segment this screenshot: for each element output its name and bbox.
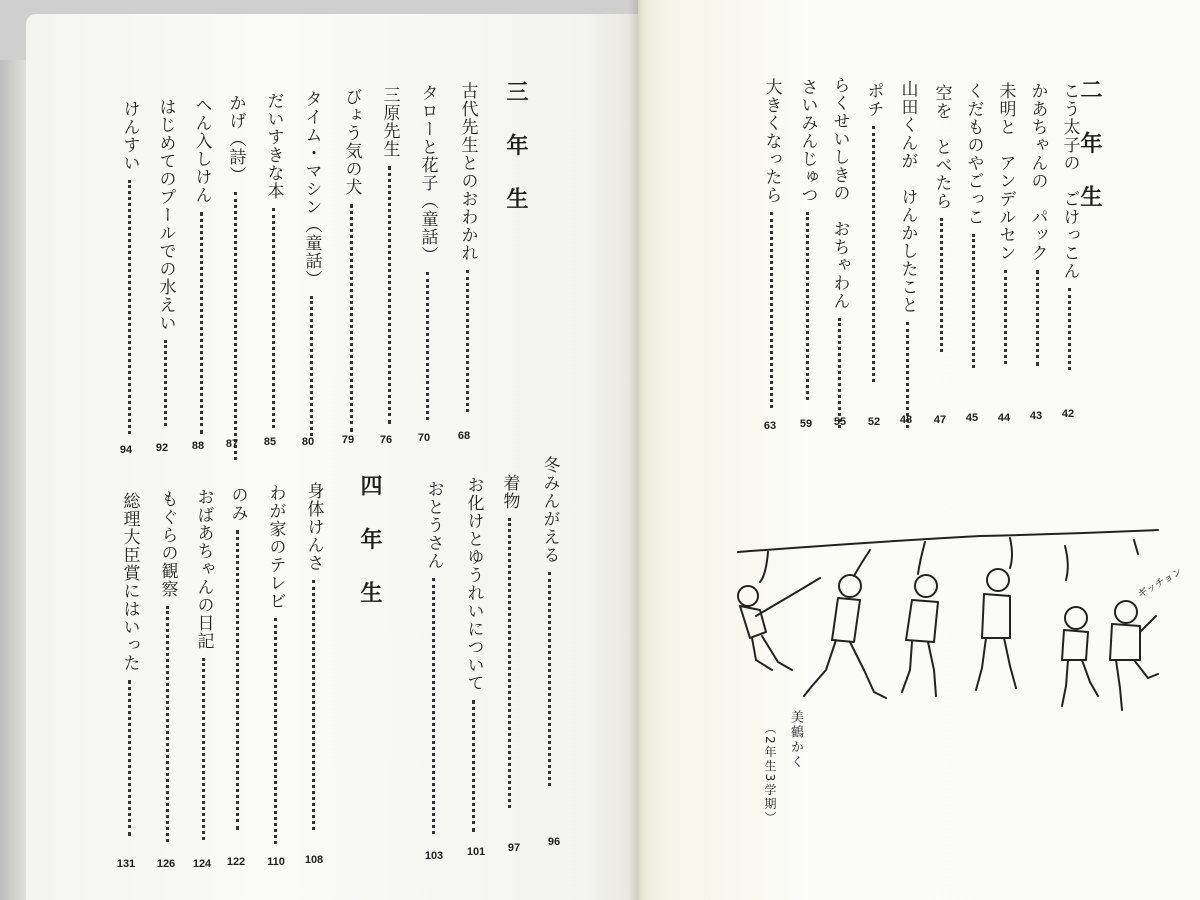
toc-entry <box>418 480 448 834</box>
toc-page-number: 122 <box>226 856 246 868</box>
toc-entry <box>534 456 564 786</box>
toc-entry <box>336 88 366 432</box>
toc-title: へん入しけん <box>191 96 212 204</box>
dot-leader <box>202 658 205 840</box>
toc-title: おばあちゃんの日記 <box>193 488 214 650</box>
toc-title: おとうさん <box>423 480 444 570</box>
toc-page-number: 108 <box>304 854 324 866</box>
heading-grade-2: 二 年 生 <box>1077 78 1102 220</box>
toc-title: かげ（詩） <box>225 94 246 184</box>
toc-page-number: 94 <box>119 444 133 456</box>
toc-page-number: 103 <box>424 850 444 862</box>
toc-title: だいすきな本 <box>263 92 284 200</box>
toc-title: 着物 <box>499 474 520 510</box>
dot-leader <box>940 218 943 352</box>
toc-page-number: 47 <box>933 414 947 426</box>
toc-title: タイム・マシン（童話） <box>301 90 322 288</box>
toc-title: もぐらの観察 <box>157 490 178 598</box>
sound-effect-text: ギッチョン <box>1136 566 1185 601</box>
toc-title: 空を とべたら <box>931 84 952 210</box>
toc-entry <box>188 488 218 840</box>
dot-leader <box>872 126 875 382</box>
dot-leader <box>770 212 773 408</box>
toc-entry <box>150 98 180 426</box>
toc-title: 未明と アンデルセン <box>995 82 1016 262</box>
toc-entry <box>958 82 988 368</box>
dot-leader <box>1004 270 1007 364</box>
toc-entry <box>260 484 290 844</box>
toc-entry <box>412 84 442 420</box>
toc-entry <box>374 86 404 424</box>
toc-entry <box>824 76 854 428</box>
toc-page-number: 43 <box>1029 410 1043 422</box>
dot-leader <box>972 234 975 368</box>
dot-leader <box>432 578 435 834</box>
toc-page-number: 80 <box>301 436 315 448</box>
toc-page-number: 52 <box>867 416 881 428</box>
toc-title: はじめてのプールでの水えい <box>155 98 176 332</box>
toc-title: かあちゃんの パック <box>1027 82 1048 262</box>
dot-leader <box>166 606 169 842</box>
toc-entry <box>296 90 326 436</box>
dot-leader <box>274 618 277 844</box>
toc-title: 三原先生 <box>379 86 400 158</box>
dot-leader <box>806 212 809 400</box>
book-gutter <box>628 0 650 900</box>
dot-leader <box>426 272 429 420</box>
toc-entry <box>114 100 144 434</box>
toc-page-number: 85 <box>263 436 277 448</box>
dot-leader <box>838 318 841 428</box>
toc-page-number: 97 <box>507 842 521 854</box>
toc-title: 総理大臣賞にはいった <box>119 492 140 672</box>
toc-title: ポチ <box>863 82 884 118</box>
heading-grade-3: 三 年 生 <box>503 80 528 222</box>
toc-title: 山田くんが けんかしたこと <box>897 80 918 314</box>
toc-title: さいみんじゅつ <box>797 78 818 204</box>
toc-page-number: 88 <box>191 440 205 452</box>
dot-leader <box>164 340 167 426</box>
illustration-note-caption: （2年生3学期） <box>763 722 777 826</box>
toc-page-number: 101 <box>466 846 486 858</box>
toc-entry <box>452 82 482 412</box>
toc-entry <box>990 82 1020 364</box>
toc-entry <box>926 84 956 352</box>
dot-leader <box>234 192 237 460</box>
toc-page-number: 87 <box>225 438 239 450</box>
toc-page-number: 126 <box>156 858 176 870</box>
toc-entry <box>298 482 328 830</box>
toc-page-number: 131 <box>116 858 136 870</box>
toc-title: らくせいしきの おちゃわん <box>829 76 850 310</box>
toc-title: 大きくなったら <box>761 78 782 204</box>
toc-title: 身体けんさ <box>303 482 324 572</box>
toc-entry <box>858 82 888 382</box>
toc-entry <box>152 490 182 842</box>
toc-page-number: 96 <box>547 836 561 848</box>
dot-leader <box>310 296 313 436</box>
toc-title: びょう気の犬 <box>341 88 362 196</box>
toc-title: 古代先生とのおわかれ <box>457 82 478 262</box>
toc-title: のみ <box>227 486 248 522</box>
toc-entry <box>186 96 216 434</box>
heading-grade-4: 四 年 生 <box>357 474 382 616</box>
dot-leader <box>272 208 275 428</box>
toc-page-number: 45 <box>965 412 979 424</box>
toc-page-number: 48 <box>899 414 913 426</box>
toc-page-number: 44 <box>997 412 1011 424</box>
toc-entry <box>892 80 922 428</box>
toc-title: お化けとゆうれいについて <box>463 476 484 692</box>
toc-page-number: 42 <box>1061 408 1075 420</box>
toc-entry <box>494 474 524 808</box>
toc-title: けんすい <box>119 100 140 172</box>
dot-leader <box>350 204 353 432</box>
toc-page-number: 124 <box>192 858 212 870</box>
dot-leader <box>236 530 239 830</box>
toc-entry <box>222 486 252 830</box>
toc-title: くだものやごっこ <box>963 82 984 226</box>
dot-leader <box>200 212 203 434</box>
horizontal-bar <box>738 530 1158 552</box>
toc-title: わが家のテレビ <box>265 484 286 610</box>
toc-page-number: 63 <box>763 420 777 432</box>
dot-leader <box>1068 288 1071 370</box>
toc-page-number: 70 <box>417 432 431 444</box>
toc-title: タローと花子（童話） <box>417 84 438 264</box>
dot-leader <box>466 270 469 412</box>
toc-page-number: 79 <box>341 434 355 446</box>
dot-leader <box>548 572 551 786</box>
toc-entry <box>792 78 822 400</box>
toc-entry <box>1022 82 1052 366</box>
dot-leader <box>312 580 315 830</box>
illustration-artist-caption: 美鶴かく <box>788 710 803 770</box>
dot-leader <box>128 180 131 434</box>
toc-page-number: 55 <box>833 416 847 428</box>
toc-entry <box>756 78 786 408</box>
toc-entry <box>258 92 288 428</box>
toc-entry <box>1054 82 1084 370</box>
toc-page-number: 59 <box>799 418 813 430</box>
toc-entry <box>458 476 488 832</box>
toc-title: こう太子の ごけっこん <box>1059 82 1080 280</box>
dot-leader <box>388 166 391 424</box>
dot-leader <box>128 680 131 836</box>
toc-entry <box>220 94 250 460</box>
dot-leader <box>1036 270 1039 366</box>
toc-title: 冬みんがえる <box>539 456 560 564</box>
dot-leader <box>906 322 909 428</box>
toc-page-number: 110 <box>267 856 285 868</box>
children-hanging-illustration <box>720 520 1185 720</box>
toc-page-number: 76 <box>379 434 393 446</box>
dot-leader <box>472 700 475 832</box>
toc-page-number: 92 <box>155 442 169 454</box>
toc-entry <box>114 492 144 836</box>
toc-page-number: 68 <box>457 430 471 442</box>
dot-leader <box>508 518 511 808</box>
